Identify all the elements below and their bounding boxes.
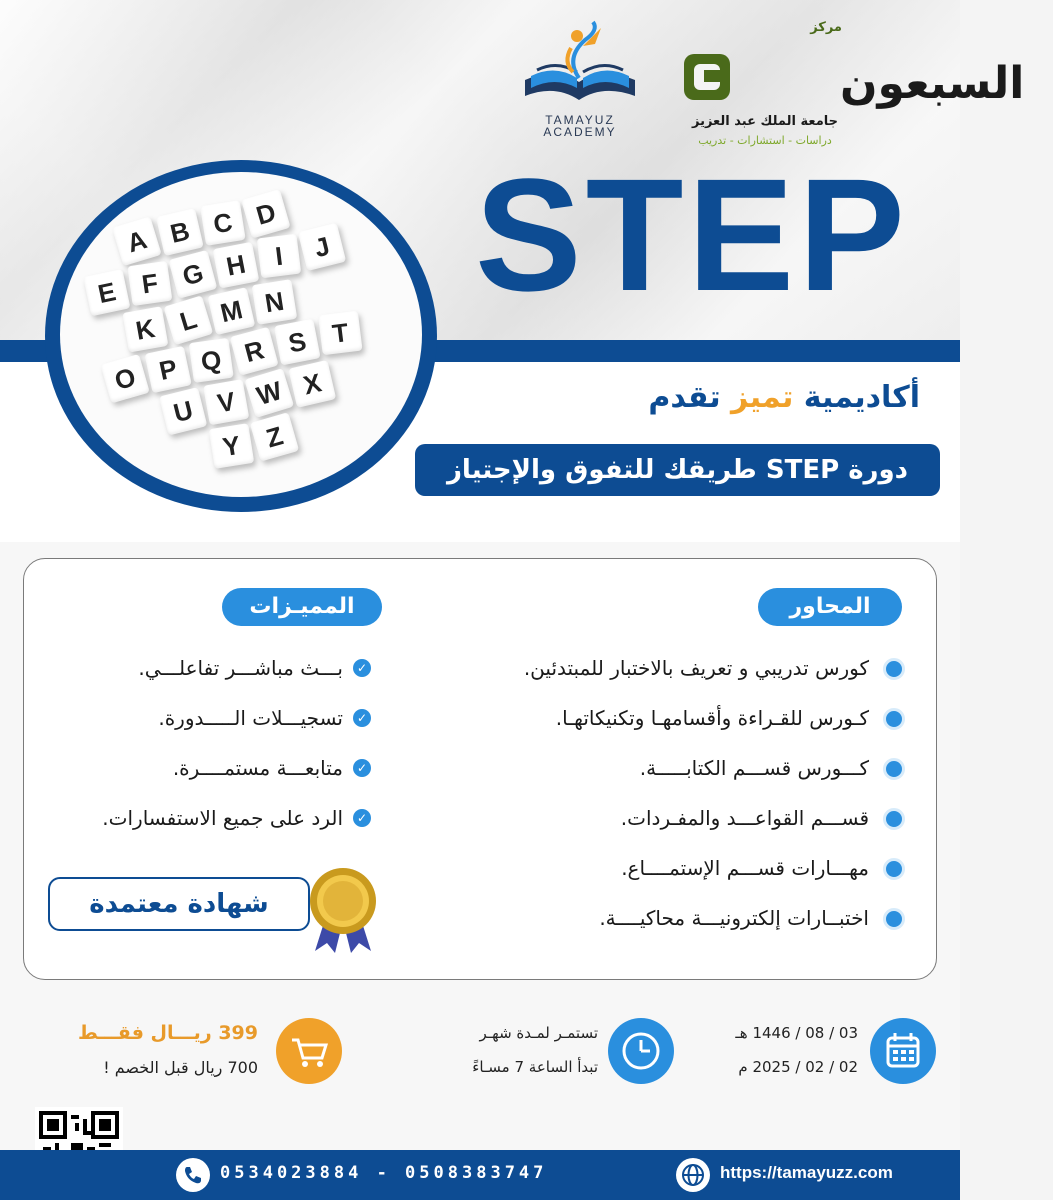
letter-tile: Y (209, 423, 255, 469)
letter-tile: A (112, 216, 162, 266)
duration-text: تستمـر لمـدة شهـر (479, 1024, 598, 1042)
feature-item: ✓ تسجيـــلات الـــــدورة. (40, 693, 375, 743)
center-label: مركز (810, 20, 842, 35)
letter-tile: M (207, 287, 255, 335)
letter-tile: X (288, 360, 336, 408)
check-badge-icon: ✓ (353, 709, 371, 727)
letter-tile: K (122, 306, 168, 352)
letter-tile: V (203, 379, 249, 425)
letter-tile: R (230, 327, 279, 376)
letter-tile: S (274, 319, 321, 366)
blue-dot-icon (883, 758, 905, 780)
axes-list (405, 643, 905, 943)
feature-item: ✓ بـــث مباشـــر تفاعلـــي. (40, 643, 375, 693)
letter-tile: U (159, 387, 207, 435)
blue-dot-icon (883, 808, 905, 830)
axes-title: المحاور (758, 588, 902, 626)
axis-item: كورس تدريبي و تعريف بالاختبار للمبتدئين. (405, 643, 905, 693)
sabaoon-center-logo (680, 18, 1025, 147)
letter-tile: O (100, 354, 149, 403)
letter-tile: H (212, 242, 259, 289)
letter-tile: Q (189, 338, 234, 383)
price: 399 ريـــال فقـــط (77, 1022, 258, 1044)
phone-icon (176, 1158, 210, 1192)
letter-tile: Z (250, 412, 299, 461)
letter-tile: D (241, 189, 290, 238)
blue-dot-icon (883, 858, 905, 880)
blue-dot-icon (883, 708, 905, 730)
axis-item: قســـم القواعـــد والمفـردات. (405, 793, 905, 843)
axis-item: مهـــارات قســـم الإستمــــاع. (405, 843, 905, 893)
tamayuz-caption-2: ACADEMY (543, 125, 617, 139)
academy-tagline: أكاديمية تميز تقدم (648, 380, 920, 415)
phone-numbers[interactable]: 0534023884 - 0508383747 (220, 1163, 548, 1183)
certificate-badge: شهادة معتمدة (48, 877, 310, 931)
features-list (40, 643, 375, 843)
letter-tile: B (156, 208, 204, 256)
start-time-text: تبدأ الساعة 7 مسـاءً (472, 1058, 598, 1076)
blue-dot-icon (883, 658, 905, 680)
center-name: السبعون (840, 58, 1025, 109)
letter-tile: L (163, 295, 213, 345)
letter-tile: I (257, 234, 302, 279)
letter-tile: W (244, 368, 294, 418)
letter-tile: F (127, 261, 172, 306)
university-name: جامعة الملك عبد العزيز (692, 114, 838, 129)
letter-tile: N (252, 279, 298, 325)
clock-icon (608, 1018, 674, 1084)
letter-tile: J (298, 223, 346, 271)
cart-icon (276, 1018, 342, 1084)
price-before-discount: 700 ريال قبل الخصم ! (103, 1058, 258, 1077)
features-title: المميـزات (222, 588, 382, 626)
globe-icon (676, 1158, 710, 1192)
tamayuz-logo (515, 18, 645, 143)
center-services: دراسات - استشارات - تدريب (698, 134, 832, 147)
axis-item: اختبــارات إلكترونيـــة محاكيــــة. (405, 893, 905, 943)
medal-icon (305, 865, 381, 955)
open-book-icon (515, 18, 645, 114)
letter-tile: C (200, 200, 246, 246)
date-hijri: 03 / 08 / 1446 هـ (735, 1024, 858, 1042)
feature-item: ✓ متابعـــة مستمــــرة. (40, 743, 375, 793)
step-title: STEP (475, 145, 909, 324)
letter-tile: T (318, 311, 363, 356)
axis-item: كـــورس قســـم الكتابـــــة. (405, 743, 905, 793)
academy-highlight: تميز (731, 380, 794, 415)
check-badge-icon: ✓ (353, 809, 371, 827)
letter-tiles (74, 176, 406, 508)
feature-item: ✓ الرد على جميع الاستفسارات. (40, 793, 375, 843)
tiles-circle (60, 172, 422, 497)
course-banner: دورة STEP طريقك للتفوق والإجتياز (415, 444, 940, 496)
date-gregorian: 02 / 02 / 2025 م (738, 1058, 858, 1076)
letter-tile: P (144, 346, 191, 393)
blue-dot-icon (883, 908, 905, 930)
check-badge-icon: ✓ (353, 659, 371, 677)
tamayuz-caption-1: TAMAYUZ (545, 113, 615, 127)
axis-item: كـورس للقـراءة وأقسامهـا وتكنيكاتهـا. (405, 693, 905, 743)
letter-tile: G (168, 250, 217, 299)
letter-tile: E (83, 269, 130, 316)
calendar-icon (870, 1018, 936, 1084)
check-badge-icon: ✓ (353, 759, 371, 777)
website-link[interactable]: https://tamayuzz.com (720, 1163, 893, 1182)
